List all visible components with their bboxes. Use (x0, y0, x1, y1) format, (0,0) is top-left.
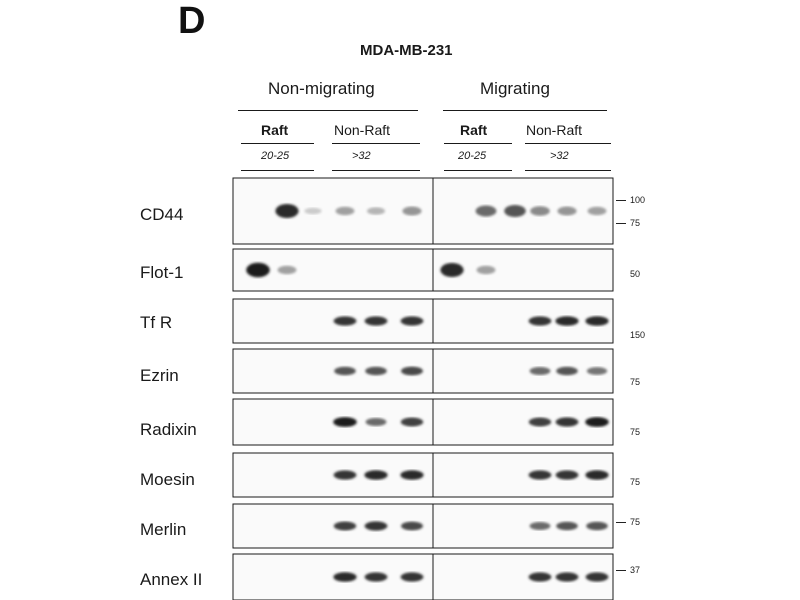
row-label-tfr: Tf R (140, 313, 173, 332)
band-radixin-lane-11 (556, 417, 579, 426)
band-radixin-lane-6 (401, 418, 423, 427)
band-cd44-lane-11 (557, 207, 576, 216)
band-ezrin-lane-12 (587, 367, 607, 375)
mw-cd44-100: 100 (630, 195, 646, 205)
band-flot1-lane-1 (246, 263, 270, 278)
band-annexii-lane-6 (401, 572, 424, 581)
fraction-nonraft-1: Non-Raft (334, 122, 391, 138)
condition-non-migrating: Non-migrating (268, 79, 375, 98)
band-annexii-lane-4 (333, 572, 356, 582)
band-tfr-lane-10 (529, 316, 552, 325)
band-ezrin-lane-4 (334, 367, 356, 376)
mw-flot1-50: 50 (630, 269, 641, 279)
band-tfr-lane-4 (334, 316, 357, 325)
band-flot1-lane-7 (440, 263, 463, 277)
row-label-flot1: Flot-1 (140, 263, 184, 282)
band-ezrin-lane-11 (556, 367, 578, 376)
band-merlin-lane-11 (556, 522, 578, 531)
band-annexii-lane-12 (586, 572, 609, 581)
band-annexii-lane-10 (529, 572, 552, 581)
band-annexii-lane-5 (365, 572, 388, 581)
band-moesin-lane-12 (585, 470, 608, 480)
band-tfr-lane-11 (555, 316, 578, 326)
band-flot1-lane-2 (278, 266, 297, 275)
band-tfr-lane-6 (401, 316, 424, 325)
panel-letter: D (178, 0, 206, 42)
mw-ezrin-75: 75 (630, 377, 641, 387)
row-label-cd44: CD44 (140, 205, 184, 224)
row-label-ezrin: Ezrin (140, 366, 179, 385)
band-moesin-lane-11 (556, 470, 579, 479)
band-radixin-lane-4 (333, 417, 357, 427)
band-cd44-lane-3 (304, 208, 321, 215)
band-radixin-lane-5 (366, 418, 387, 426)
band-ezrin-lane-5 (365, 367, 387, 376)
band-merlin-lane-12 (586, 522, 608, 531)
band-tfr-lane-12 (585, 316, 608, 326)
band-moesin-lane-5 (364, 470, 387, 480)
band-cd44-lane-5 (367, 207, 385, 215)
band-cd44-lane-8 (476, 206, 497, 217)
band-cd44-lane-10 (530, 206, 550, 216)
band-radixin-lane-10 (529, 418, 551, 427)
band-cd44-lane-4 (336, 207, 355, 216)
band-cd44-lane-2 (275, 204, 298, 218)
band-merlin-lane-5 (365, 521, 388, 530)
band-tfr-lane-5 (365, 316, 388, 325)
band-moesin-lane-4 (334, 470, 357, 479)
row-label-merlin: Merlin (140, 520, 187, 539)
band-annexii-lane-11 (556, 572, 579, 581)
mw-merlin-75: 75 (630, 517, 641, 527)
band-ezrin-lane-10 (530, 367, 551, 375)
band-merlin-lane-4 (334, 522, 356, 531)
band-merlin-lane-6 (401, 522, 423, 531)
density-raft-1: 20-25 (261, 150, 290, 162)
row-label-radixin: Radixin (140, 420, 197, 439)
mw-annex2-37: 37 (630, 565, 641, 575)
cell-line-title: MDA-MB-231 (360, 42, 453, 59)
fraction-raft-2: Raft (460, 122, 488, 138)
band-cd44-lane-6 (402, 207, 421, 216)
density-nonraft-2: >32 (550, 150, 569, 162)
band-flot1-lane-8 (477, 266, 496, 275)
band-ezrin-lane-6 (401, 367, 423, 376)
band-merlin-lane-10 (530, 522, 551, 530)
row-label-annex2: Annex II (140, 570, 203, 589)
band-cd44-lane-9 (504, 205, 526, 217)
mw-moesin-75: 75 (630, 477, 641, 487)
condition-migrating: Migrating (480, 79, 550, 98)
band-moesin-lane-10 (529, 470, 552, 479)
fraction-raft-1: Raft (261, 122, 289, 138)
mw-tfr-150: 150 (630, 330, 646, 340)
fraction-nonraft-2: Non-Raft (526, 122, 583, 138)
band-cd44-lane-12 (588, 207, 607, 216)
density-raft-2: 20-25 (458, 150, 487, 162)
band-moesin-lane-6 (400, 470, 423, 480)
density-nonraft-1: >32 (352, 150, 371, 162)
mw-cd44-75: 75 (630, 218, 641, 228)
band-radixin-lane-12 (585, 417, 609, 427)
row-label-moesin: Moesin (140, 470, 195, 489)
mw-radixin-75: 75 (630, 427, 641, 437)
